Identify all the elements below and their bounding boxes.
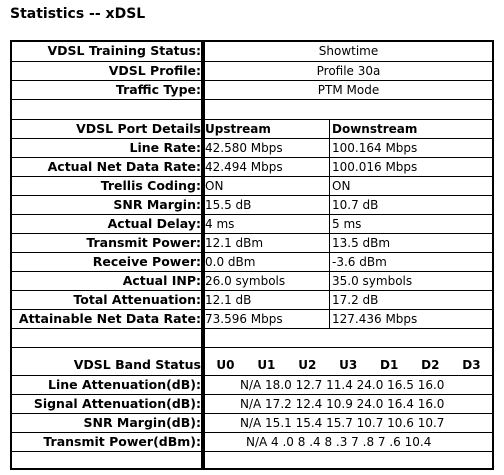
- band-column-headers: [205, 356, 492, 374]
- band-header-row: [12, 356, 492, 375]
- column-divider: [329, 234, 330, 252]
- port-row: [12, 195, 492, 214]
- port-row: [12, 157, 492, 176]
- band-row-values: N/A 17.2 12.4 10.9 24.0 16.4 16.0: [240, 397, 445, 411]
- band-col-d2: D2: [421, 358, 440, 372]
- column-divider: [329, 310, 330, 328]
- port-row-up: ON: [205, 179, 224, 193]
- column-divider: [329, 120, 330, 138]
- band-row: [12, 375, 492, 394]
- band-col-u2: U2: [298, 358, 317, 372]
- band-row-values: N/A 18.0 12.7 11.4 24.0 16.5 16.0: [240, 378, 445, 392]
- band-row: [12, 413, 492, 432]
- port-row-up: 15.5 dB: [205, 198, 252, 212]
- port-row-down: 10.7 dB: [332, 198, 379, 212]
- port-header-label: VDSL Port Details: [76, 121, 201, 136]
- port-row: [12, 309, 492, 328]
- port-row-up: 4 ms: [205, 217, 235, 231]
- upstream-header: Upstream: [205, 122, 271, 136]
- row-profile: [12, 61, 492, 80]
- band-col-u1: U1: [257, 358, 276, 372]
- port-row-down: ON: [332, 179, 351, 193]
- port-row-label: Transmit Power:: [86, 235, 201, 250]
- port-row: [12, 214, 492, 233]
- band-col-d1: D1: [380, 358, 399, 372]
- port-row-up: 12.1 dB: [205, 293, 252, 307]
- port-row: [12, 252, 492, 271]
- column-divider: [329, 215, 330, 233]
- port-row-down: 100.164 Mbps: [332, 141, 418, 155]
- port-row-label: Receive Power:: [92, 254, 201, 269]
- port-row-down: 13.5 dBm: [332, 236, 391, 250]
- page-title: Statistics -- xDSL: [10, 6, 146, 22]
- section-divider: [12, 347, 492, 348]
- column-divider: [329, 272, 330, 290]
- port-row-up: 26.0 symbols: [205, 274, 286, 288]
- traffic-type-value: PTM Mode: [317, 83, 380, 97]
- traffic-type-label: Traffic Type:: [115, 82, 201, 97]
- band-col-d3: D3: [462, 358, 481, 372]
- port-row-down: 100.016 Mbps: [332, 160, 418, 174]
- port-row: [12, 233, 492, 252]
- section-divider: [12, 451, 492, 452]
- port-row-label: Actual INP:: [122, 273, 201, 288]
- port-row-label: Actual Delay:: [107, 216, 201, 231]
- port-row-up: 42.494 Mbps: [205, 160, 283, 174]
- row-traffic-type: [12, 80, 492, 99]
- column-divider: [329, 196, 330, 214]
- port-row-label: Attainable Net Data Rate:: [18, 311, 201, 326]
- section-divider: [12, 99, 492, 100]
- port-row-up: 42.580 Mbps: [205, 141, 283, 155]
- band-row-label: Transmit Power(dBm):: [43, 434, 201, 449]
- band-col-u3: U3: [339, 358, 358, 372]
- training-status-label: VDSL Training Status:: [47, 43, 201, 58]
- port-row-up: 73.596 Mbps: [205, 312, 283, 326]
- port-row-label: Total Attenuation:: [73, 292, 201, 307]
- port-row-down: -3.6 dBm: [332, 255, 387, 269]
- port-row-up: 0.0 dBm: [205, 255, 256, 269]
- band-row-values: N/A 15.1 15.4 15.7 10.7 10.6 10.7: [240, 416, 445, 430]
- port-row: [12, 138, 492, 157]
- port-row-down: 127.436 Mbps: [332, 312, 418, 326]
- band-row: [12, 432, 492, 451]
- port-row: [12, 176, 492, 195]
- column-divider: [329, 177, 330, 195]
- column-divider: [329, 158, 330, 176]
- band-row-values: N/A 4 .0 8 .4 8 .3 7 .8 7 .6 10.4: [246, 435, 432, 449]
- profile-value: Profile 30a: [316, 64, 381, 78]
- band-header-label: VDSL Band Status: [73, 357, 201, 372]
- band-row-label: SNR Margin(dB):: [83, 415, 201, 430]
- column-divider: [329, 253, 330, 271]
- band-col-u0: U0: [216, 358, 235, 372]
- port-row-label: Trellis Coding:: [100, 178, 201, 193]
- port-row-down: 5 ms: [332, 217, 362, 231]
- profile-label: VDSL Profile:: [108, 63, 201, 78]
- port-row-label: Line Rate:: [129, 140, 201, 155]
- port-row: [12, 290, 492, 309]
- port-row-label: Actual Net Data Rate:: [47, 159, 201, 174]
- port-row-down: 35.0 symbols: [332, 274, 413, 288]
- band-row-label: Signal Attenuation(dB):: [33, 396, 201, 411]
- band-row: [12, 394, 492, 413]
- column-divider: [329, 291, 330, 309]
- port-row-up: 12.1 dBm: [205, 236, 264, 250]
- port-row-down: 17.2 dB: [332, 293, 379, 307]
- port-row: [12, 271, 492, 290]
- port-row-label: SNR Margin:: [113, 197, 201, 212]
- port-header-row: [12, 119, 492, 138]
- band-row-label: Line Attenuation(dB):: [48, 377, 201, 392]
- training-status-value: Showtime: [318, 44, 379, 58]
- column-divider: [329, 139, 330, 157]
- section-divider: [12, 328, 492, 329]
- row-training-status: [12, 42, 492, 61]
- downstream-header: Downstream: [332, 122, 418, 136]
